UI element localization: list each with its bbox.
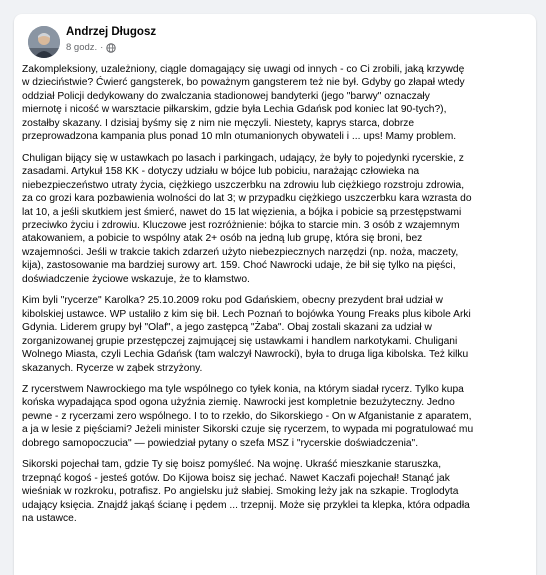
globe-icon: [106, 43, 116, 53]
meta-separator: ·: [100, 42, 104, 53]
post-text: [22, 63, 528, 534]
post-paragraph: Chuligan bijący się w ustawkach po lasach i parkingach, udający, że były to pojedynki rycerskie, z zasadami. Artykuł 158 KK - dotyczy udziału w bójce lub pobiciu, narażając człowieka na niebezpieczeństwo utraty życia, ciężkiego uszczerbku na zdrowiu lub ciężkiego rozstroju zdrowia, za co grozi kara pozbawienia wolności do lat 3; w przypadku ciężkiego uszczerbku kara wzrasta do lat 10, a jeśli skutkiem jest śmierć, nawet do 15 lat więzienia, a bójka i pobicie są przestępstwami przeciwko życiu i zdrowiu. Kluczowe jest rozróżnienie: bójka to starcie min. 3 osób z wzajemnym atakowaniem, a pobicie to wspólny atak 2+ osób na jedną lub grupę, która się broni, bez wzajemności. Jeśli w trakcie takich zdarzeń użyto niebezpiecznych narzędzi (np. noża, maczety, kija), zastosowanie ma bardziej surowy art. 159. Choć Nawrocki udaje, że bił się tylko na pięści, doświadczenie życiowe wskazuje, że to kłamstwo.: [22, 152, 472, 285]
post-paragraph: Sikorski pojechał tam, gdzie Ty się boisz pomyśleć. Na wojnę. Ukraść mieszkanie staruszka, trzepnąć kogoś - jesteś gotów. Do Kijowa boisz się jechać. Nawet Kaczafi pojechał! Stanąć jak wieśniak w rozkroku, potrafisz. Po angielsku już słabiej. Smoking leży jak na szkapie. Troglodyta udający księcia. Znajdź jakąś ścianę i pędem ... trzepnij. Może się przyklei ta klepka, która odpadła na ustawce.: [22, 459, 470, 525]
post-meta: [66, 42, 116, 53]
post-card: [14, 14, 536, 575]
author-name[interactable]: Andrzej Długosz: [66, 26, 157, 38]
avatar[interactable]: [28, 26, 60, 58]
post-paragraph: Zakompleksiony, uzależniony, ciągle domagający się uwagi od innych - co Ci zrobili, jaką krzywdę w dzieciństwie? Ćwierć gangsterek, bo poważnym gangsterem też nie był. Gdyby go złapał wtedy oddział Policji dedykowany do zwalczania stadionowej bandyterki (jego "barwy" oznaczały miernotę i nicość w warsztacie piłkarskim, gdzie była Lechia Gdańsk pod koniec lat 90-tych?), zostałby skazany. I dzisiaj byśmy się z nim nie męczyli. Niestety, kaprys starca, dobrze przeprowadzona kampania plus ponad 10 mln otumanionych obywateli i ... ups! Mamy problem.: [22, 64, 465, 143]
post-paragraph: Z rycerstwem Nawrockiego ma tyle wspólnego co tyłek konia, na którym siadał rycerz. Tylko kupa końska wypadająca spod ogona użyźnia ziemię. Nawrocki jest kompletnie bezużyteczny. Jedno pewne - z rycerzami zero wspólnego. I to to rzekło, do Sikorskiego - On w Afganistanie z aparatem, a ja w lesie z pięściami? Jeżeli minister Sikorski czuje się rycerzem, to wypada mi pogratulować mu dobrego samopoczucia" — powiedział pytany o szefa MSZ i "rycerskie doświadczenia".: [22, 383, 474, 449]
profile-photo-icon: [28, 26, 60, 58]
post-paragraph: Kim byli "rycerze" Karolka? 25.10.2009 roku pod Gdańskiem, obecny prezydent brał udział w kibolskiej ustawce. WP ustaliło z kim się bił. Lech Poznań to bojówka Young Freaks plus kibole Arki Gdynia. Liderem grupy był "Olaf", a jego zastępcą "Żaba". Obaj zostali skazani za udział w zorganizowanej grupie przestępczej zajmującej się ustawkami i handlem narkotykami. Chuligani Wolnego Miasta, czyli Lechia Gdańsk (tam walczył Nawrocki), była to druga liga kibolska. Też kilku skazanych. Rycerze w ząbek strzyżony.: [22, 295, 471, 374]
post-timestamp[interactable]: 8 godz.: [66, 42, 98, 53]
post-header: [14, 14, 536, 62]
